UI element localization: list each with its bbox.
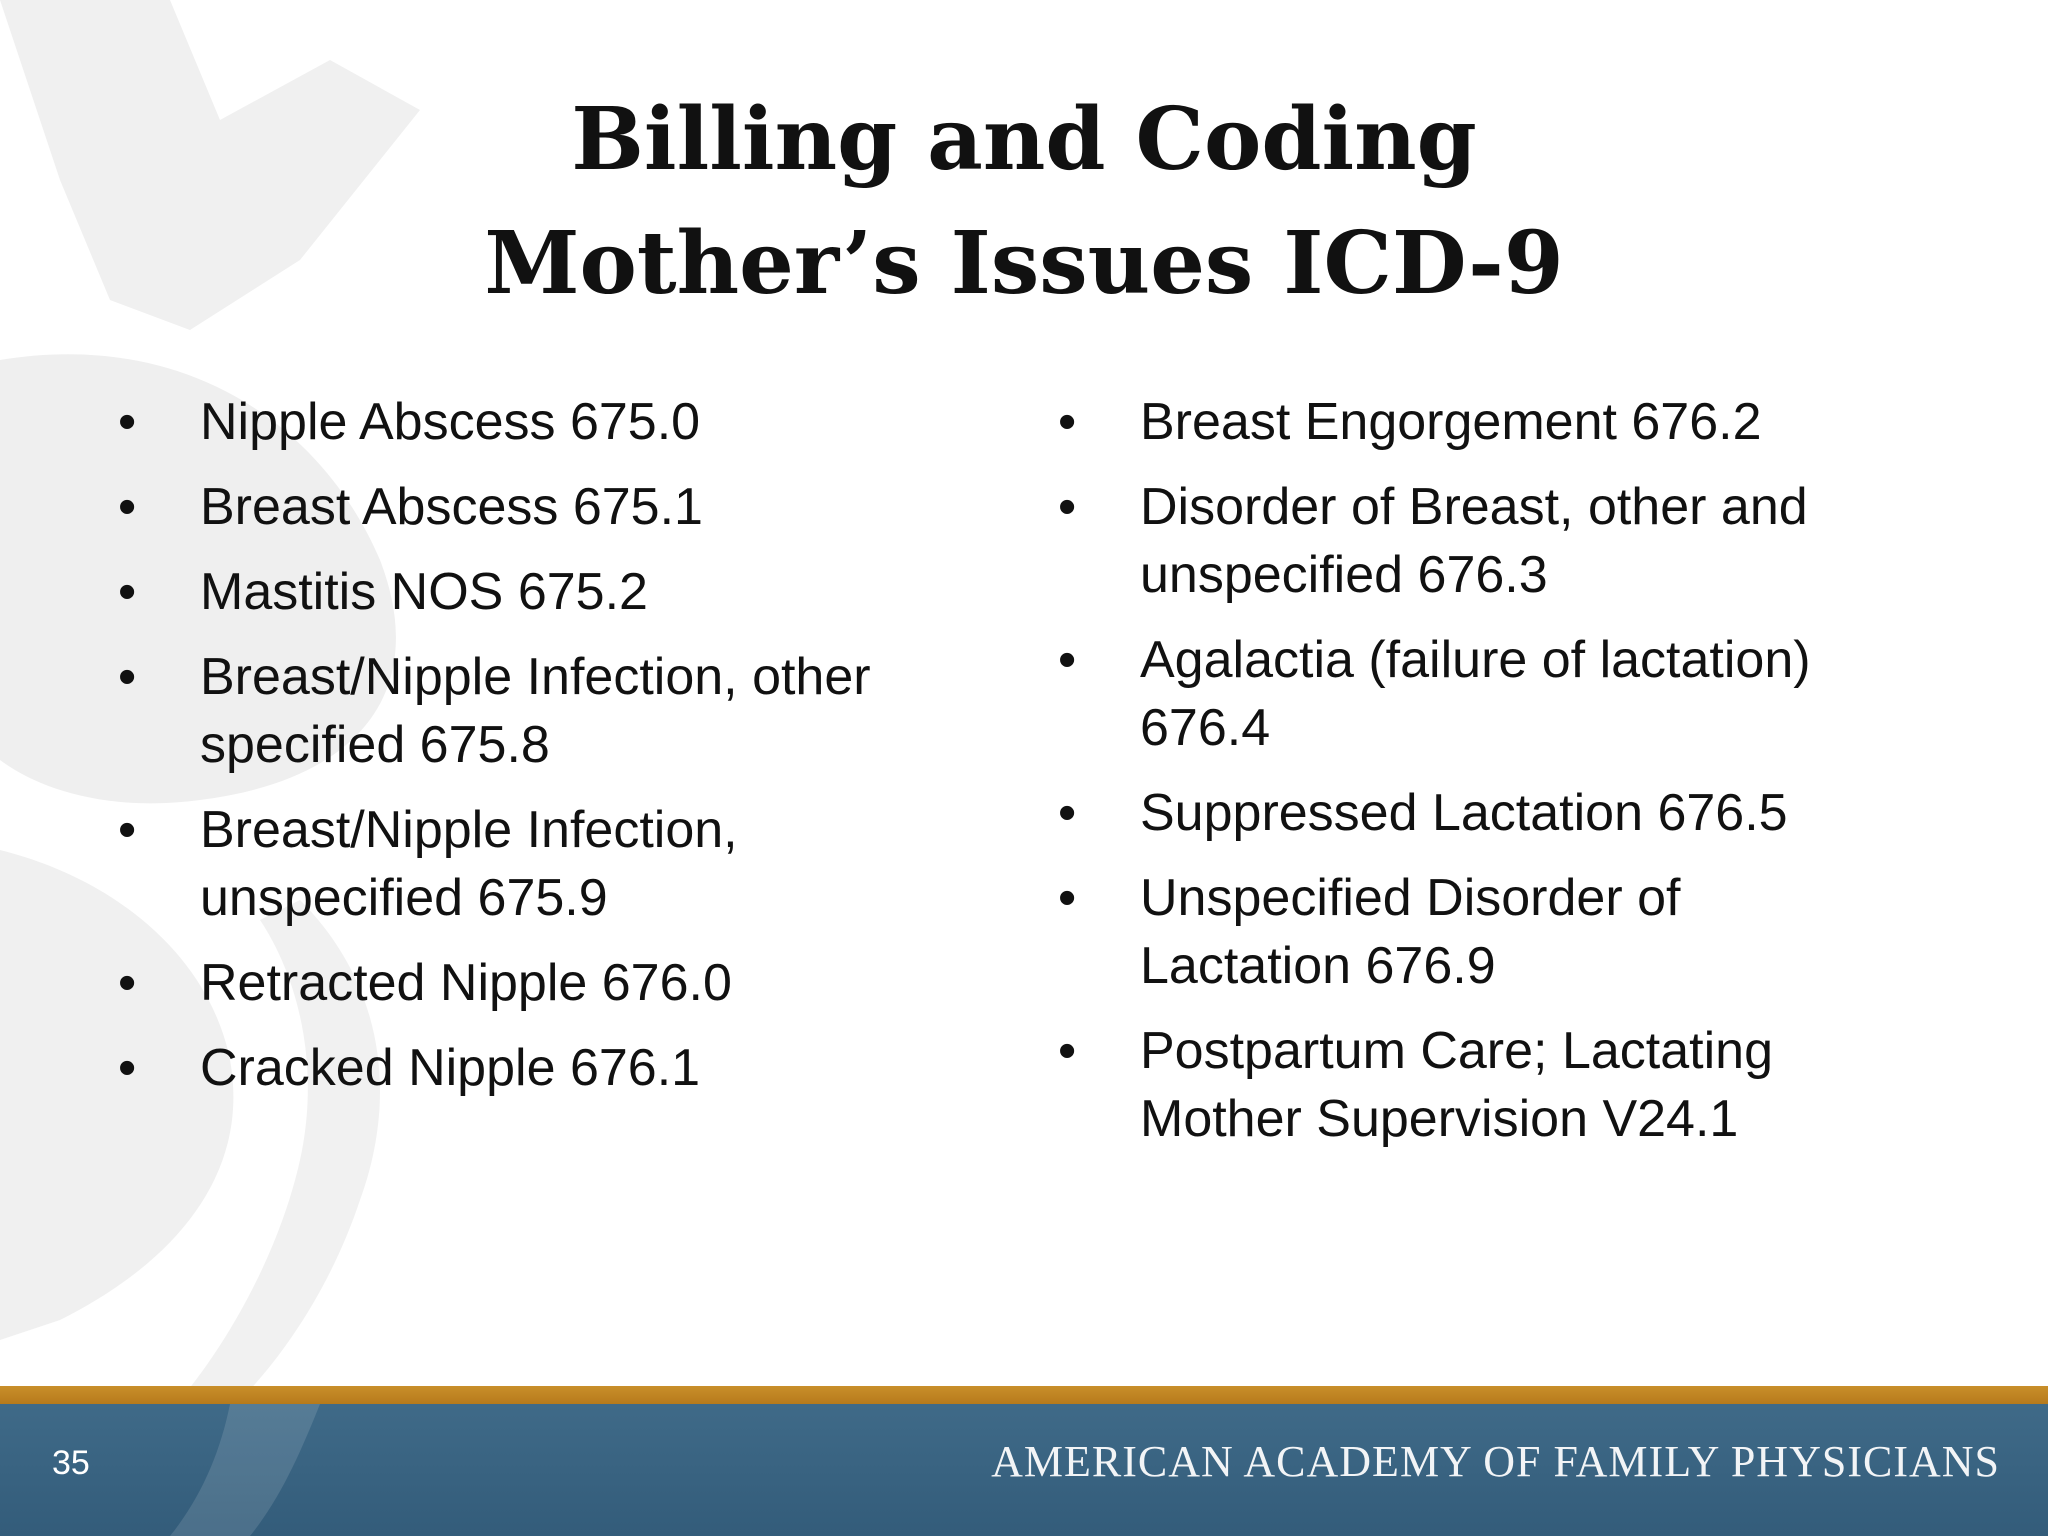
list-item-text: Breast/Nipple Infection, [200, 801, 738, 859]
bullet-icon: • [118, 801, 137, 859]
bullet-icon: • [118, 563, 137, 621]
list-item-text: Agalactia (failure of lactation) [1140, 631, 1811, 689]
organization-name: AMERICAN ACADEMY OF FAMILY PHYSICIANS [991, 1437, 2000, 1486]
bullet-icon: • [1058, 631, 1077, 689]
slide-title-line-2: Mother’s Issues ICD-9 [484, 213, 1564, 314]
list-item-text-continued: unspecified 675.9 [200, 869, 608, 927]
list-item [1058, 779, 1958, 847]
list-item [118, 1034, 958, 1102]
list-item-text: Suppressed Lactation 676.5 [1140, 784, 1788, 842]
bullet-icon: • [118, 648, 137, 706]
list-item [1058, 626, 1958, 762]
list-item [1058, 388, 1958, 456]
bullet-icon: • [1058, 1022, 1077, 1080]
left-code-list [118, 388, 958, 1119]
list-item-text: Cracked Nipple 676.1 [200, 1039, 701, 1097]
list-item [118, 558, 958, 626]
list-item-text: Postpartum Care; Lactating [1140, 1022, 1773, 1080]
slide-title [0, 78, 2048, 326]
list-item [118, 796, 958, 932]
list-item [1058, 473, 1958, 609]
footer-accent-stripe [0, 1386, 2048, 1404]
list-item-text: Breast/Nipple Infection, other [200, 648, 871, 706]
bullet-icon: • [1058, 869, 1077, 927]
list-item-text: Breast Abscess 675.1 [200, 478, 703, 536]
bullet-icon: • [1058, 478, 1077, 536]
bullet-icon: • [118, 393, 137, 451]
list-item-text: Mastitis NOS 675.2 [200, 563, 648, 621]
list-item [118, 643, 958, 779]
list-item-text: Breast Engorgement 676.2 [1140, 393, 1762, 451]
bullet-icon: • [1058, 393, 1077, 451]
bullet-icon: • [118, 478, 137, 536]
list-item [118, 949, 958, 1017]
list-item [1058, 864, 1958, 1000]
bullet-icon: • [118, 1039, 137, 1097]
list-item-text: Unspecified Disorder of [1140, 869, 1681, 927]
list-item-text-continued: Mother Supervision V24.1 [1140, 1090, 1739, 1148]
slide-number: 35 [52, 1444, 90, 1482]
list-item-text: Retracted Nipple 676.0 [200, 954, 732, 1012]
list-item-text-continued: Lactation 676.9 [1140, 937, 1496, 995]
list-item [118, 388, 958, 456]
list-item-text-continued: 676.4 [1140, 699, 1271, 757]
bullet-icon: • [1058, 784, 1077, 842]
list-item-text: Disorder of Breast, other and [1140, 478, 1808, 536]
bullet-icon: • [118, 954, 137, 1012]
list-item-text: Nipple Abscess 675.0 [200, 393, 701, 451]
list-item-text-continued: unspecified 676.3 [1140, 546, 1548, 604]
right-code-list [1058, 388, 1958, 1170]
list-item [1058, 1017, 1958, 1153]
list-item [118, 473, 958, 541]
slide-title-line-1: Billing and Coding [571, 89, 1477, 190]
list-item-text-continued: specified 675.8 [200, 716, 550, 774]
